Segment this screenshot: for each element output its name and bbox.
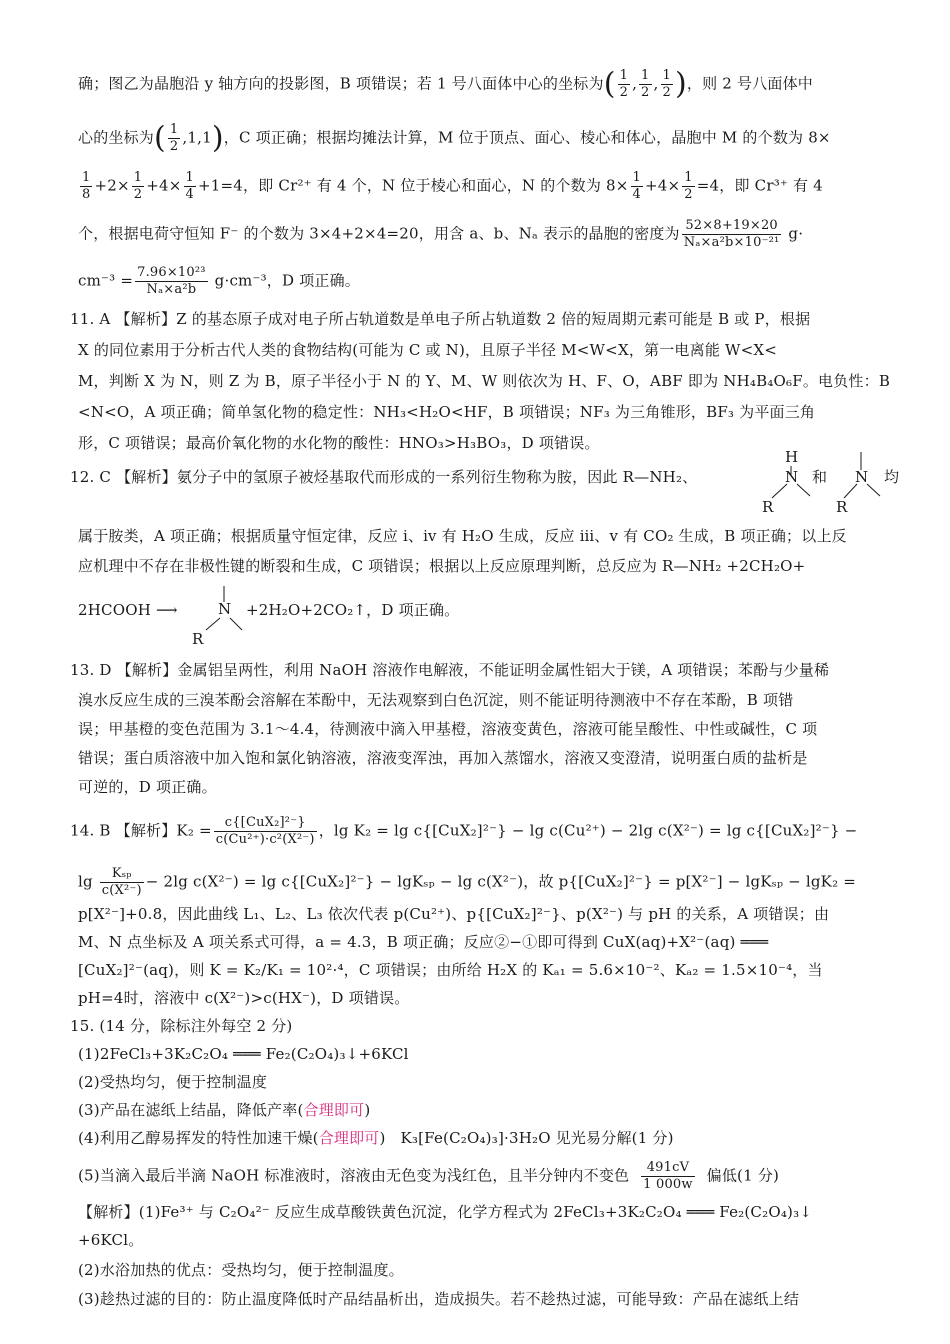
text-line [78,1044,409,1064]
denominator: 1 000w [643,1177,693,1192]
numerator: 1 [169,122,179,137]
numerator: 1 [662,68,671,83]
text-segment: ,1,1 [182,128,212,147]
text-segment: 确；图乙为晶胞沿 y 轴方向的投影图，B 项错误；若 1 号八面体中心的坐标为 [78,74,604,93]
text-segment: (2)受热均匀，便于控制温度 [78,1073,268,1091]
text-line [246,600,459,620]
paren-left: ( [154,120,166,156]
text-segment: 错误；蛋白质溶液中加入饱和氯化钠溶液，溶液变浑浊，再加入蒸馏水，溶液又变澄清，说明蛋白质的盐析是 [78,749,808,767]
fraction [135,265,208,298]
text-segment: M、N 点坐标及 A 项关系式可得，a = 4.3，B 项正确；反应②−①即可得到 CuX(aq)+X²⁻(aq) ═══ [78,933,769,951]
text-line [78,1202,812,1222]
numerator: 1 [641,68,650,83]
text-line [70,815,857,848]
numerator: 1 [619,68,629,83]
text-segment: (3)趁热过滤的目的：防止温度降低时产品结晶析出，造成损失。若不趁热过滤，可能导致：产品在滤纸上结 [78,1290,800,1308]
fraction [682,170,694,203]
text-line [884,467,899,487]
atom-label: N [785,468,799,486]
text-line [78,1260,404,1280]
secondary-amine-structure [760,448,810,518]
text-line [78,371,890,391]
denominator: 2 [169,139,179,154]
text-segment: 2HCOOH ⟶ [78,601,178,619]
numerator: 1 [185,170,195,185]
text-segment: (3)产品在滤纸上结晶，降低产率( [78,1101,304,1119]
fraction [184,170,196,203]
text-segment: g· [788,224,804,243]
text-segment: g·cm⁻³，D 项正确。 [214,271,360,290]
text-line [78,932,768,952]
atom-label: R [836,498,848,516]
text-segment: 心的坐标为 [78,128,155,147]
fraction [661,68,673,101]
text-segment: 12. C 【解析】氨分子中的氢原子被烃基取代而形成的一系列衍生物称为胺，因此 R—NH₂、 [70,468,698,486]
text-line [78,170,823,203]
text-segment: X 的同位素用于分析古代人类的食物结构(可能为 C 或 N)，且原子半径 M<W<X，第一电离能 W<X< [78,341,778,359]
text-segment: ) [379,1129,386,1147]
denominator: c(X²⁻) [101,883,142,898]
text-segment: ，则 2 号八面体中 [686,74,813,93]
text-segment: 个，根据电荷守恒知 F⁻ 的个数为 3×4+2×4=20，用含 a、b、Nₐ 表示的晶胞的密度为 [78,224,680,243]
fraction [631,170,643,203]
text-segment: ) [364,1101,371,1119]
text-segment: pH=4时，溶液中 c(X²⁻)>c(HX⁻)，D 项错误。 [78,989,410,1007]
text-line [78,1230,143,1250]
text-segment: ，lg K₂ = lg c{[CuX₂]²⁻} − lg c(Cu²⁺) − 2lg c(X²⁻) = lg c{[CuX₂]²⁻} − [318,821,858,840]
text-line [78,600,178,620]
text-line [78,1128,674,1148]
text-segment: 13. D 【解析】金属铝呈两性，利用 NaOH 溶液作电解液，不能证明金属性铝大于镁，A 项错误；苯酚与少量稀 [70,661,830,679]
text-segment: 和 [812,468,828,486]
tertiary-amine-structure [188,582,238,652]
text-segment: +2× [94,176,130,195]
denominator: Nₐ×a²b×10⁻²¹ [683,235,780,250]
text-segment: =4，即 Cr³⁺ 有 4 [696,176,823,195]
denominator: Nₐ×a²b [146,282,197,297]
text-segment: cm⁻³ = [78,271,134,290]
highlight-text: 合理即可 [303,1101,365,1119]
text-line [78,218,803,251]
fraction [641,1160,695,1193]
fraction [80,170,92,203]
text-segment: (5)当滴入最后半滴 NaOH 标准液时，溶液由无色变为浅红色，且半分钟内不变色 [78,1166,630,1185]
text-segment: (4)利用乙醇易挥发的特性加速干燥( [78,1129,319,1147]
fraction [618,68,630,101]
text-line [78,988,409,1008]
text-segment: 均 [884,468,900,486]
text-line [78,777,217,797]
text-segment: 偏低(1 分) [706,1166,780,1185]
text-line [78,748,808,768]
text-line [78,690,793,710]
denominator: 4 [632,187,641,202]
text-segment: 可逆的，D 项正确。 [78,778,217,796]
text-line [78,526,847,546]
fraction [214,815,317,848]
text-segment: 形，C 项错误；最高价氧化物的水化物的酸性：HNO₃>H₃BO₃，D 项错误。 [78,434,600,452]
text-line [70,467,697,487]
text-segment: 应机理中不存在非极性键的断裂和生成，C 项错误；根据以上反应原理判断，总反应为 R—NH₂ +2CH₂O+ [78,557,806,575]
atom-label: H [785,448,799,466]
text-segment: 溴水反应生成的三溴苯酚会溶解在苯酚中，无法观察到白色沉淀，则不能证明待测液中不存在苯酚，B 项错 [78,691,794,709]
text-line [70,660,829,680]
text-segment: K₃[Fe(C₂O₄)₃]·3H₂O 见光易分解(1 分) [400,1129,674,1147]
text-segment: +6KCl。 [78,1231,144,1249]
text-segment: +2H₂O+2CO₂↑，D 项正确。 [246,601,460,619]
numerator: 1 [632,170,641,185]
fraction [639,68,651,101]
denominator: 4 [185,187,195,202]
text-segment: <N<O，A 项正确；简单氢化物的稳定性：NH₃<H₂O<HF，B 项错误；NF₃ 为三角锥形，BF₃ 为平面三角 [78,403,816,421]
numerator: 491cV [641,1160,695,1177]
paren-right: ) [674,66,687,102]
fraction [132,170,144,203]
text-segment: 属于胺类，A 项正确；根据质量守恒定律，反应 ⅰ、ⅳ 有 H₂O 生成，反应 ⅲ、ⅴ 有 CO₂ 生成，B 项正确；以上反 [78,527,847,545]
numerator: 1 [133,170,143,185]
text-line [78,1289,799,1309]
text-line: 确；图乙为晶胞沿 y 轴方向的投影图，B 项错误；若 1 号八面体中心的坐标为( $\frac{1}{2}$ , $\frac{1}{2}$ , $\frac{1}{2}$ )，则 2 号八面体中 [78,66,813,102]
text-segment: +4× [146,176,182,195]
text-segment: +4× [645,176,681,195]
text-segment: (1)2FeCl₃+3K₂C₂O₄ ═══ Fe₂(C₂O₄)₃↓+6KCl [78,1045,409,1063]
text-segment: (2)水浴加热的优点：受热均匀，便于控制温度。 [78,1261,404,1279]
highlight-text: 合理即可 [318,1129,380,1147]
denominator: c(Cu²⁺)·c²(X²⁻) [215,832,315,847]
text-line [78,1072,267,1092]
paren-right: ) [211,120,224,156]
numerator: Kₛₚ [100,866,144,883]
text-segment: M，判断 X 为 N，则 Z 为 B，原子半径小于 N 的 Y、M、W 则依次为 H、F、O，ABF 即为 NH₄B₄O₆F。电负性：B [78,372,891,390]
text-segment: 14. B 【解析】K₂ = [70,821,212,840]
text-segment: ，C 项正确；根据均摊法计算，M 位于顶点、面心、棱心和体心，晶胞中 M 的个数为 8× [223,128,831,147]
text-line [78,122,831,155]
fraction [168,122,180,155]
denominator: 2 [684,187,693,202]
fraction [682,218,782,251]
text-segment: p[X²⁻]+0.8，因此曲线 L₁、L₂、L₃ 依次代表 p(Cu²⁺)、p{[CuX₂]²⁻}、p(X²⁻) 与 pH 的关系，A 项错误；由 [78,905,830,923]
text-line [78,904,829,924]
denominator: 2 [619,85,629,100]
text-segment: 11. A 【解析】Z 的基态原子成对电子所占轨道数是单电子所占轨道数 2 倍的短周期元素可能是 B 或 P，根据 [70,310,811,328]
text-line [70,1016,292,1036]
fraction [100,866,144,899]
text-segment: 【解析】(1)Fe³⁺ 与 C₂O₄²⁻ 反应生成草酸铁黄色沉淀，化学方程式为 2FeCl₃+3K₂C₂O₄ ═══ Fe₂(C₂O₄)₃↓ [78,1203,813,1221]
text-segment: 15. (14 分，除标注外每空 2 分) [70,1017,293,1035]
atom-label: R [762,498,774,516]
text-line [70,309,810,329]
text-line [78,719,817,739]
text-line [78,1100,370,1120]
text-line [78,265,360,298]
numerator: 1 [82,170,91,185]
denominator: 2 [641,85,650,100]
denominator: 2 [662,85,671,100]
numerator: 7.96×10²³ [137,265,206,280]
denominator: 2 [133,187,143,202]
atom-label: N [855,468,869,486]
text-segment: lg [78,872,93,891]
text-segment: +1=4，即 Cr²⁺ 有 4 个，N 位于棱心和面心，N 的个数为 8× [198,176,629,195]
numerator: c{[CuX₂]²⁻} [214,815,317,832]
text-line [78,433,600,453]
text-line [78,340,777,360]
text-segment: − 2lg c(X²⁻) = lg c{[CuX₂]²⁻} − lgKₛₚ − lg c(X²⁻)，故 p{[CuX₂]²⁻} = p[X²⁻] − lgKₛₚ − lgK₂ = [145,872,857,891]
text-line [78,556,805,576]
numerator: 1 [684,170,693,185]
paren-left: ( [603,66,616,102]
text-line [78,1160,779,1193]
tertiary-amine-structure [836,448,886,518]
text-line [78,866,856,899]
atom-label: N [218,600,232,618]
atom-label: R [192,630,204,648]
text-line [812,467,827,487]
text-segment: 误；甲基橙的变色范围为 3.1～4.4，待测液中滴入甲基橙，溶液变黄色，溶液可能呈酸性、中性或碱性，C 项 [78,720,818,738]
text-line [78,402,815,422]
text-segment: [CuX₂]²⁻(aq)，则 K = K₂/K₁ = 10²·⁴，C 项错误；由所给 H₂X 的 Kₐ₁ = 5.6×10⁻²、Kₐ₂ = 1.5×10⁻⁴，当 [78,961,823,979]
numerator: 52×8+19×20 [682,218,782,235]
text-line [78,960,823,980]
denominator: 8 [82,187,91,202]
